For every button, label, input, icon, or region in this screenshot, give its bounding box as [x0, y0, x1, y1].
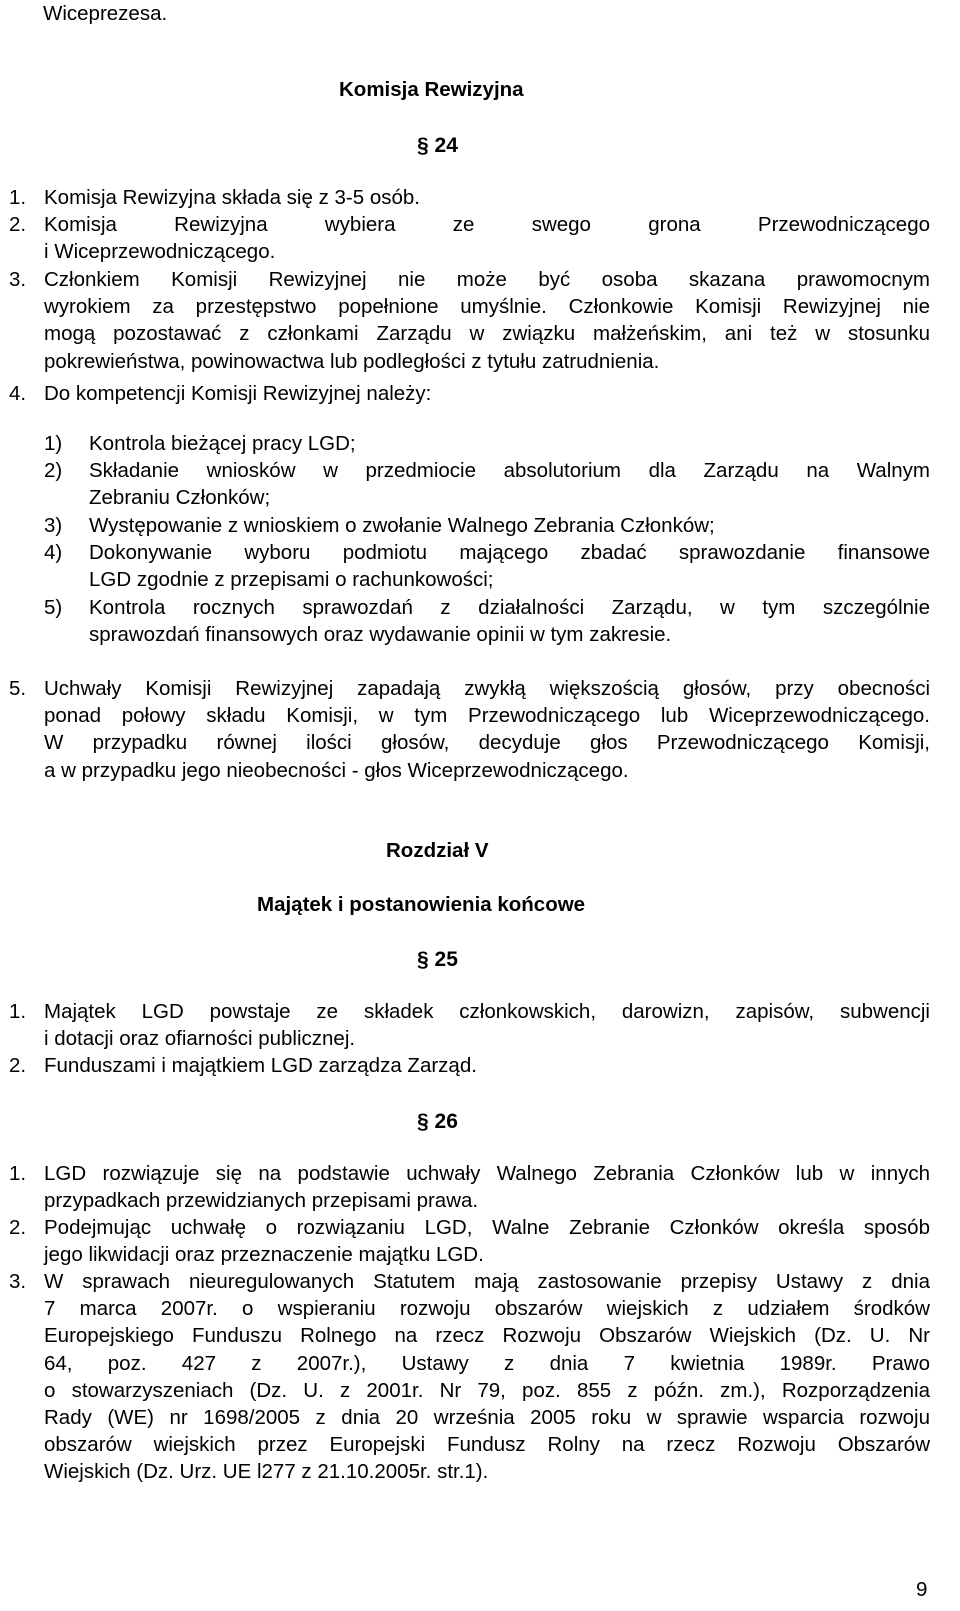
item-text-line: a w przypadku jego nieobecności - głos Wiceprzewodniczącego.: [44, 758, 629, 782]
item-text-line: Składanie wniosków w przedmiocie absolutorium dla Zarządu na Walnym: [89, 459, 930, 482]
item-text-line: mogą pozostawać z członkami Zarządu w związku małżeńskim, ani też w stosunku: [44, 322, 930, 346]
item-number: 5.: [9, 677, 27, 700]
item-text-line: Dokonywanie wyboru podmiotu mającego zbadać sprawozdanie finansowe: [89, 541, 930, 564]
item-text-line: Członkiem Komisji Rewizyjnej nie może być osoba skazana prawomocnym: [44, 268, 930, 291]
item-number: 2.: [9, 213, 27, 236]
item-number: 1): [44, 432, 63, 455]
item-number: 4): [44, 541, 63, 564]
item-text-line: W sprawach nieuregulowanych Statutem mają zastosowanie przepisy Ustawy z dnia: [44, 1270, 930, 1293]
item-number: 4.: [9, 382, 27, 405]
item-text-line: pokrewieństwa, powinowactwa lub podległości z tytułu zatrudnienia.: [44, 349, 660, 373]
item-text-line: Europejskiego Funduszu Rolnego na rzecz Rozwoju Obszarów Wiejskich (Dz. U. Nr: [44, 1324, 930, 1348]
page-number: 9: [916, 1578, 928, 1601]
item-text-line: Funduszami i majątkiem LGD zarządza Zarząd.: [44, 1054, 477, 1077]
item-text-line: i Wiceprzewodniczącego.: [44, 240, 276, 264]
item-text-line: obszarów wiejskich przez Europejski Fundusz Rolny na rzecz Rozwoju Obszarów: [44, 1433, 930, 1457]
item-text-line: Majątek LGD powstaje ze składek członkowskich, darowizn, zapisów, subwencji: [44, 1000, 930, 1023]
item-number: 3): [44, 514, 63, 537]
item-text-line: i dotacji oraz ofiarności publicznej.: [44, 1027, 356, 1051]
chapter-title: Rozdział V: [386, 839, 489, 862]
item-number: 5): [44, 596, 63, 619]
item-text-line: 7 marca 2007r. o wspieraniu rozwoju obszarów wiejskich z udziałem środków: [44, 1297, 930, 1321]
item-text-line: Rady (WE) nr 1698/2005 z dnia 20 września 2005 roku w sprawie wsparcia rozwoju: [44, 1406, 930, 1429]
item-text-line: jego likwidacji oraz przeznaczenie majątku LGD.: [44, 1243, 484, 1267]
item-text-line: sprawozdań finansowych oraz wydawanie opinii w tym zakresie.: [89, 623, 672, 647]
item-text-line: przypadkach przewidzianych przepisami prawa.: [44, 1189, 479, 1213]
item-text-line: Uchwały Komisji Rewizyjnej zapadają zwykłą większością głosów, przy obecności: [44, 677, 930, 700]
item-number: 1.: [9, 1000, 27, 1023]
item-text-line: Podejmując uchwałę o rozwiązaniu LGD, Walne Zebranie Członków określa sposób: [44, 1216, 930, 1239]
item-text-line: Do kompetencji Komisji Rewizyjnej należy:: [44, 382, 432, 405]
item-number: 1.: [9, 1162, 27, 1185]
paragraph-number: § 25: [417, 948, 458, 971]
item-text-line: 64, poz. 427 z 2007r.), Ustawy z dnia 7 kwietnia 1989r. Prawo: [44, 1351, 930, 1375]
item-text-line: W przypadku równej ilości głosów, decyduje głos Przewodniczącego Komisji,: [44, 731, 930, 755]
item-text-line: ponad połowy składu Komisji, w tym Przewodniczącego lub Wiceprzewodniczącego.: [44, 704, 930, 728]
item-number: 3.: [9, 268, 27, 291]
item-number: 2.: [9, 1054, 27, 1077]
item-number: 2.: [9, 1216, 27, 1239]
continued-text: Wiceprezesa.: [43, 2, 168, 25]
item-text-line: LGD zgodnie z przepisami o rachunkowości;: [89, 568, 494, 592]
item-number: 2): [44, 459, 63, 482]
section-title: Komisja Rewizyjna: [339, 78, 524, 101]
item-text-line: o stowarzyszeniach (Dz. U. z 2001r. Nr 79, poz. 855 z późn. zm.), Rozporządzenia: [44, 1378, 930, 1402]
item-text-line: Występowanie z wnioskiem o zwołanie Walnego Zebrania Członków;: [89, 514, 715, 537]
item-number: 3.: [9, 1270, 27, 1293]
item-text-line: wyrokiem za przestępstwo popełnione umyślnie. Członkowie Komisji Rewizyjnej nie: [44, 295, 930, 319]
item-text-line: Kontrola rocznych sprawozdań z działalności Zarządu, w tym szczególnie: [89, 596, 930, 619]
chapter-subtitle: Majątek i postanowienia końcowe: [257, 893, 586, 916]
item-text-line: Komisja Rewizyjna wybiera ze swego grona Przewodniczącego: [44, 213, 930, 236]
paragraph-number: § 24: [417, 134, 458, 157]
item-text-line: Wiejskich (Dz. Urz. UE l277 z 21.10.2005r. str.1).: [44, 1460, 489, 1484]
item-text-line: Zebraniu Członków;: [89, 486, 271, 510]
item-text-line: LGD rozwiązuje się na podstawie uchwały Walnego Zebrania Członków lub w innych: [44, 1162, 930, 1185]
item-text-line: Komisja Rewizyjna składa się z 3-5 osób.: [44, 186, 420, 209]
item-number: 1.: [9, 186, 27, 209]
paragraph-number: § 26: [417, 1110, 458, 1133]
item-text-line: Kontrola bieżącej pracy LGD;: [89, 432, 356, 455]
